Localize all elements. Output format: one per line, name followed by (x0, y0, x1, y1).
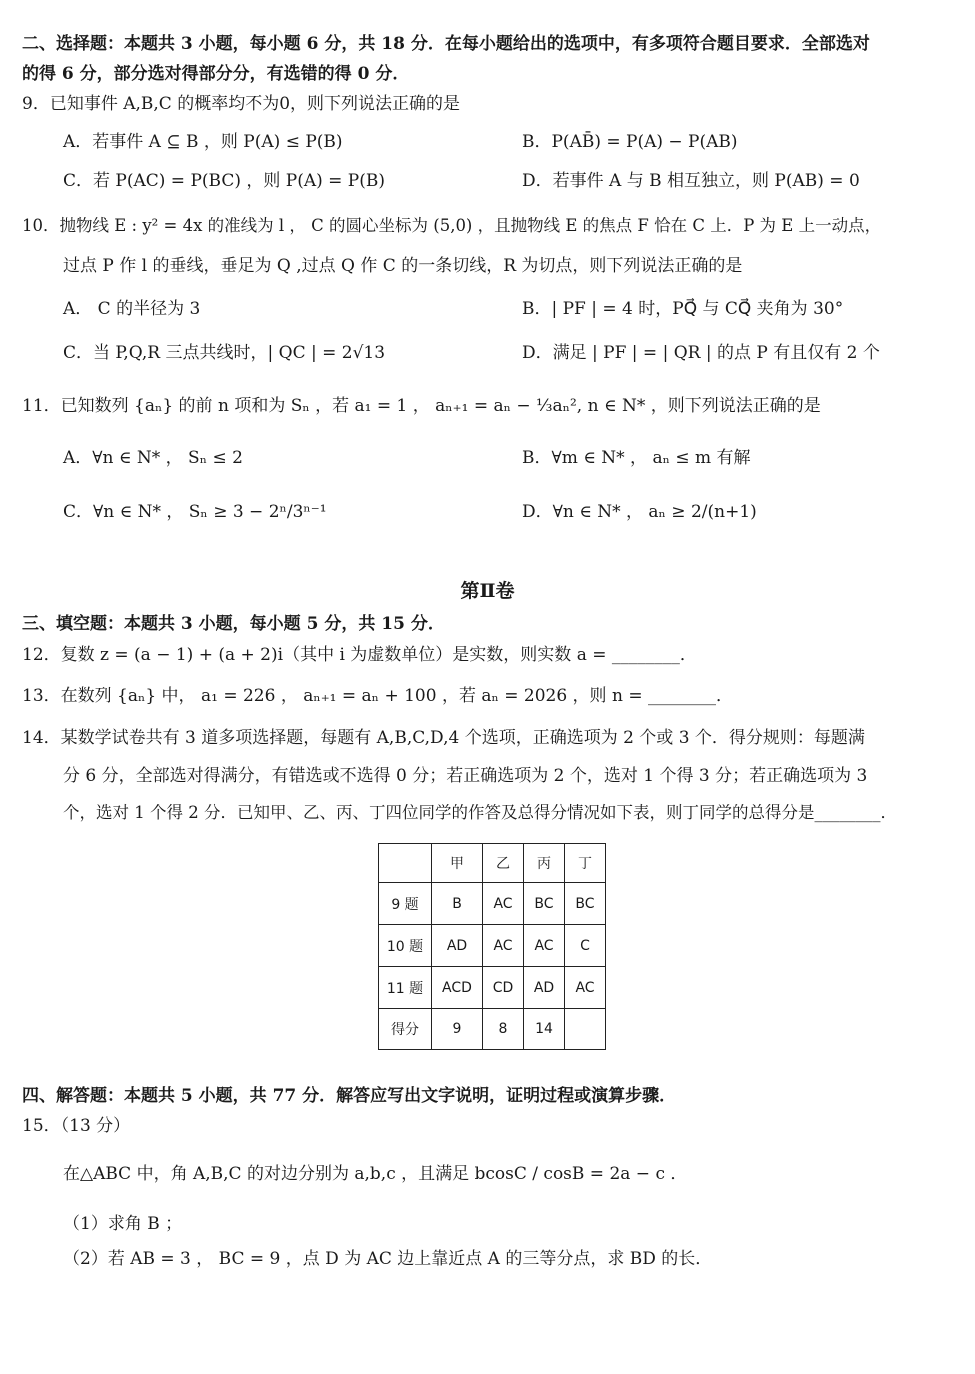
q15-part1: （1）求角 B ； (63, 1214, 183, 1234)
section-3-header: 三、填空题：本题共 3 小题，每小题 5 分，共 15 分． (22, 614, 445, 634)
q11-option-d: D．∀n ∈ N* ， aₙ ≥ 2/(n+1) (522, 502, 757, 522)
answers-table (378, 843, 606, 1050)
table-cell: CD (483, 967, 524, 1009)
table-cell: BC (524, 883, 565, 925)
table-header-cell: 乙 (483, 844, 524, 883)
table-header-cell (379, 844, 432, 883)
table-header-row (379, 844, 606, 883)
table-cell: 14 (524, 1009, 565, 1050)
q9-option-d: D．若事件 A 与 B 相互独立，则 P(AB) = 0 (522, 171, 860, 191)
q12-text: 12．复数 z = (a − 1) + (a + 2)i（其中 i 为虚数单位）是实数，则实数 a = ________． (22, 645, 697, 665)
q11-option-b: B．∀m ∈ N* ， aₙ ≤ m 有解 (522, 448, 751, 468)
q10-stem-line1: 10．抛物线 E : y² = 4x 的准线为 l ， C 的圆心坐标为 (5,0) ，且抛物线 E 的焦点 F 恰在 C 上．P 为 E 上一动点， (22, 216, 882, 235)
table-header-cell: 甲 (432, 844, 483, 883)
table-cell: AD (524, 967, 565, 1009)
q10-stem-line2: 过点 P 作 l 的垂线，垂足为 Q ,过点 Q 作 C 的一条切线，R 为切点，则下列说法正确的是 (63, 256, 743, 276)
q10-option-c: C．当 P,Q,R 三点共线时，| QC | = 2√13 (63, 343, 386, 363)
q15-stem: 在△ABC 中，角 A,B,C 的对边分别为 a,b,c ，且满足 bcosC / cosB = 2a − c ． (63, 1164, 688, 1184)
table-cell: BC (565, 883, 606, 925)
table-row (379, 925, 606, 967)
q10-option-a: A． C 的半径为 3 (63, 299, 201, 319)
q15-part2: （2）若 AB = 3 ， BC = 9 ，点 D 为 AC 边上靠近点 A 的三等分点，求 BD 的长． (63, 1249, 713, 1269)
q9-option-c: C．若 P(AC) = P(BC) ，则 P(A) = P(B) (63, 171, 386, 191)
q9-option-b: B．P(AB̄) = P(A) − P(AB) (522, 132, 738, 152)
table-cell: 10 题 (379, 925, 432, 967)
section-4-header: 四、解答题：本题共 5 小题，共 77 分．解答应写出文字说明，证明过程或演算步骤． (22, 1086, 677, 1106)
table-cell: AC (524, 925, 565, 967)
table-row (379, 883, 606, 925)
table-header-cell: 丙 (524, 844, 565, 883)
q11-option-c: C．∀n ∈ N* ， Sₙ ≥ 3 − 2ⁿ/3ⁿ⁻¹ (63, 502, 327, 522)
q11-stem: 11．已知数列 {aₙ} 的前 n 项和为 Sₙ ，若 a₁ = 1 ， aₙ₊₁ = aₙ − ⅓aₙ², n ∈ N* ，则下列说法正确的是 (22, 396, 821, 416)
q14-line3: 个，选对 1 个得 2 分．已知甲、乙、丙、丁四位同学的作答及总得分情况如下表，则丁同学的总得分是________． (63, 803, 897, 822)
table-cell: 9 (432, 1009, 483, 1050)
table-cell: AC (483, 925, 524, 967)
table-cell: AC (483, 883, 524, 925)
table-cell: ACD (432, 967, 483, 1009)
q10-option-b: B．| PF | = 4 时，PQ⃗ 与 CQ⃗ 夹角为 30° (522, 299, 844, 319)
q9-stem: 9．已知事件 A,B,C 的概率均不为0，则下列说法正确的是 (22, 94, 461, 114)
section-2-header-line1: 二、选择题：本题共 3 小题，每小题 6 分，共 18 分．在每小题给出的选项中，有多项符合题目要求．全部选对 (22, 34, 870, 54)
table-cell: 9 题 (379, 883, 432, 925)
q14-line2: 分 6 分，全部选对得满分，有错选或不选得 0 分；若正确选项为 2 个，选对 1 个得 3 分；若正确选项为 3 (63, 766, 868, 786)
section-2-header-line2: 的得 6 分，部分选对得部分分，有选错的得 0 分． (22, 64, 410, 84)
table-cell: AD (432, 925, 483, 967)
table-cell: AC (565, 967, 606, 1009)
part-2-title: 第Ⅱ卷 (460, 580, 515, 602)
table-row (379, 967, 606, 1009)
q13-text: 13．在数列 {aₙ} 中， a₁ = 226 ， aₙ₊₁ = aₙ + 100 ，若 aₙ = 2026 ，则 n = ________． (22, 686, 733, 706)
table-cell: 8 (483, 1009, 524, 1050)
table-cell (565, 1009, 606, 1050)
table-row (379, 1009, 606, 1050)
table-cell: 11 题 (379, 967, 432, 1009)
q14-line1: 14．某数学试卷共有 3 道多项选择题，每题有 A,B,C,D,4 个选项，正确选项为 2 个或 3 个．得分规则：每题满 (22, 728, 865, 748)
q9-option-a: A．若事件 A ⊆ B ，则 P(A) ≤ P(B) (63, 132, 343, 152)
q10-option-d: D．满足 | PF | = | QR | 的点 P 有且仅有 2 个 (522, 343, 880, 363)
table-cell: C (565, 925, 606, 967)
q15-head: 15．（13 分） (22, 1116, 131, 1136)
table-cell: B (432, 883, 483, 925)
table-cell: 得分 (379, 1009, 432, 1050)
table-header-cell: 丁 (565, 844, 606, 883)
q11-option-a: A．∀n ∈ N* ， Sₙ ≤ 2 (63, 448, 243, 468)
